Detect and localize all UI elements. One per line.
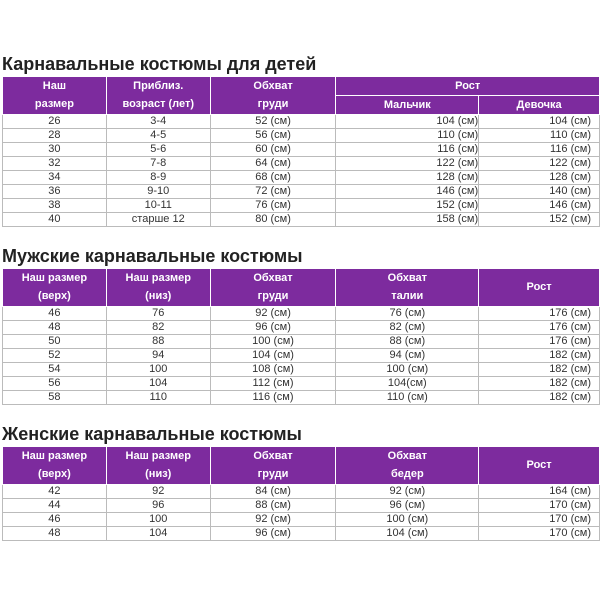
cell-chest: 96 (см) (210, 527, 336, 541)
cell-top: 48 (3, 321, 107, 335)
header-chest: Обхват груди (210, 77, 336, 115)
cell-hips: 96 (см) (336, 499, 479, 513)
cell-chest: 52 (см) (210, 115, 336, 129)
header-top-size: Наш размер (верх) (3, 447, 107, 485)
women-section-title: Женские карнавальные костюмы (2, 424, 302, 444)
header-our-size: Наш размер (3, 77, 107, 115)
table-row (3, 349, 600, 363)
cell-chest: 60 (см) (210, 143, 336, 157)
cell-size: 26 (3, 115, 107, 129)
cell-top: 42 (3, 485, 107, 499)
children-section-title: Карнавальные костюмы для детей (2, 54, 317, 74)
cell-size: 34 (3, 171, 107, 185)
table-row (3, 307, 600, 321)
cell-top: 46 (3, 513, 107, 527)
cell-chest: 84 (см) (210, 485, 336, 499)
cell-top: 52 (3, 349, 107, 363)
cell-waist: 76 (см) (336, 307, 479, 321)
table-row (3, 499, 600, 513)
cell-size: 30 (3, 143, 107, 157)
cell-chest: 64 (см) (210, 157, 336, 171)
cell-waist: 94 (см) (336, 349, 479, 363)
cell-girl-height: 122 (см) (479, 157, 600, 171)
cell-bottom: 92 (106, 485, 210, 499)
cell-age: старше 12 (106, 213, 210, 227)
cell-girl-height: 140 (см) (479, 185, 600, 199)
cell-bottom: 96 (106, 499, 210, 513)
cell-height: 182 (см) (479, 349, 600, 363)
children-size-table (2, 76, 600, 227)
cell-waist: 100 (см) (336, 363, 479, 377)
header-height: Рост (336, 77, 600, 96)
cell-chest: 104 (см) (210, 349, 336, 363)
cell-bottom: 76 (106, 307, 210, 321)
cell-waist: 110 (см) (336, 391, 479, 405)
cell-chest: 88 (см) (210, 499, 336, 513)
cell-hips: 104 (см) (336, 527, 479, 541)
cell-chest: 72 (см) (210, 185, 336, 199)
cell-chest: 92 (см) (210, 307, 336, 321)
cell-chest: 100 (см) (210, 335, 336, 349)
cell-chest: 108 (см) (210, 363, 336, 377)
header-approx-age: Приблиз. возраст (лет) (106, 77, 210, 115)
table-row (3, 527, 600, 541)
cell-chest: 80 (см) (210, 213, 336, 227)
cell-size: 32 (3, 157, 107, 171)
table-row (3, 335, 600, 349)
header-chest: Обхват груди (210, 269, 336, 307)
table-row (3, 157, 600, 171)
cell-age: 4-5 (106, 129, 210, 143)
cell-size: 40 (3, 213, 107, 227)
cell-chest: 92 (см) (210, 513, 336, 527)
cell-chest: 116 (см) (210, 391, 336, 405)
cell-age: 10-11 (106, 199, 210, 213)
cell-boy-height: 116 (см) (336, 143, 479, 157)
table-row (3, 129, 600, 143)
cell-age: 5-6 (106, 143, 210, 157)
cell-boy-height: 146 (см) (336, 185, 479, 199)
cell-height: 176 (см) (479, 321, 600, 335)
table-row (3, 115, 600, 129)
cell-top: 46 (3, 307, 107, 321)
cell-top: 48 (3, 527, 107, 541)
table-row (3, 391, 600, 405)
cell-boy-height: 104 (см) (336, 115, 479, 129)
cell-girl-height: 146 (см) (479, 199, 600, 213)
cell-girl-height: 104 (см) (479, 115, 600, 129)
cell-bottom: 104 (106, 527, 210, 541)
table-row (3, 513, 600, 527)
cell-chest: 96 (см) (210, 321, 336, 335)
header-height: Рост (479, 269, 600, 307)
header-bottom-size: Наш размер (низ) (106, 447, 210, 485)
cell-top: 54 (3, 363, 107, 377)
cell-bottom: 82 (106, 321, 210, 335)
cell-height: 176 (см) (479, 335, 600, 349)
cell-girl-height: 152 (см) (479, 213, 600, 227)
table-row (3, 171, 600, 185)
cell-chest: 112 (см) (210, 377, 336, 391)
header-bottom-size: Наш размер (низ) (106, 269, 210, 307)
table-row (3, 185, 600, 199)
cell-hips: 92 (см) (336, 485, 479, 499)
header-waist: Обхват талии (336, 269, 479, 307)
cell-boy-height: 110 (см) (336, 129, 479, 143)
cell-chest: 76 (см) (210, 199, 336, 213)
cell-size: 36 (3, 185, 107, 199)
cell-age: 7-8 (106, 157, 210, 171)
cell-height: 170 (см) (479, 527, 600, 541)
cell-height: 170 (см) (479, 513, 600, 527)
header-boy: Мальчик (336, 96, 479, 115)
table-row (3, 143, 600, 157)
header-top-size: Наш размер (верх) (3, 269, 107, 307)
cell-girl-height: 128 (см) (479, 171, 600, 185)
cell-age: 3-4 (106, 115, 210, 129)
cell-bottom: 88 (106, 335, 210, 349)
cell-top: 58 (3, 391, 107, 405)
cell-top: 50 (3, 335, 107, 349)
cell-boy-height: 128 (см) (336, 171, 479, 185)
cell-bottom: 94 (106, 349, 210, 363)
table-row (3, 213, 600, 227)
cell-bottom: 100 (106, 513, 210, 527)
cell-height: 164 (см) (479, 485, 600, 499)
cell-bottom: 104 (106, 377, 210, 391)
cell-chest: 56 (см) (210, 129, 336, 143)
cell-size: 28 (3, 129, 107, 143)
cell-age: 8-9 (106, 171, 210, 185)
cell-height: 182 (см) (479, 391, 600, 405)
cell-age: 9-10 (106, 185, 210, 199)
cell-waist: 104(см) (336, 377, 479, 391)
cell-bottom: 100 (106, 363, 210, 377)
cell-girl-height: 110 (см) (479, 129, 600, 143)
table-row (3, 485, 600, 499)
cell-height: 182 (см) (479, 377, 600, 391)
cell-size: 38 (3, 199, 107, 213)
cell-height: 182 (см) (479, 363, 600, 377)
cell-height: 176 (см) (479, 307, 600, 321)
cell-height: 170 (см) (479, 499, 600, 513)
cell-waist: 88 (см) (336, 335, 479, 349)
header-hips: Обхват бедер (336, 447, 479, 485)
cell-top: 56 (3, 377, 107, 391)
header-chest: Обхват груди (210, 447, 336, 485)
cell-chest: 68 (см) (210, 171, 336, 185)
cell-top: 44 (3, 499, 107, 513)
header-girl: Девочка (479, 96, 600, 115)
table-row (3, 377, 600, 391)
table-row (3, 363, 600, 377)
men-size-table (2, 268, 600, 405)
cell-boy-height: 152 (см) (336, 199, 479, 213)
men-section-title: Мужские карнавальные костюмы (2, 246, 303, 266)
table-row (3, 321, 600, 335)
cell-waist: 82 (см) (336, 321, 479, 335)
cell-girl-height: 116 (см) (479, 143, 600, 157)
cell-boy-height: 122 (см) (336, 157, 479, 171)
cell-hips: 100 (см) (336, 513, 479, 527)
cell-boy-height: 158 (см) (336, 213, 479, 227)
women-size-table (2, 446, 600, 541)
header-height: Рост (479, 447, 600, 485)
cell-bottom: 110 (106, 391, 210, 405)
table-row (3, 199, 600, 213)
